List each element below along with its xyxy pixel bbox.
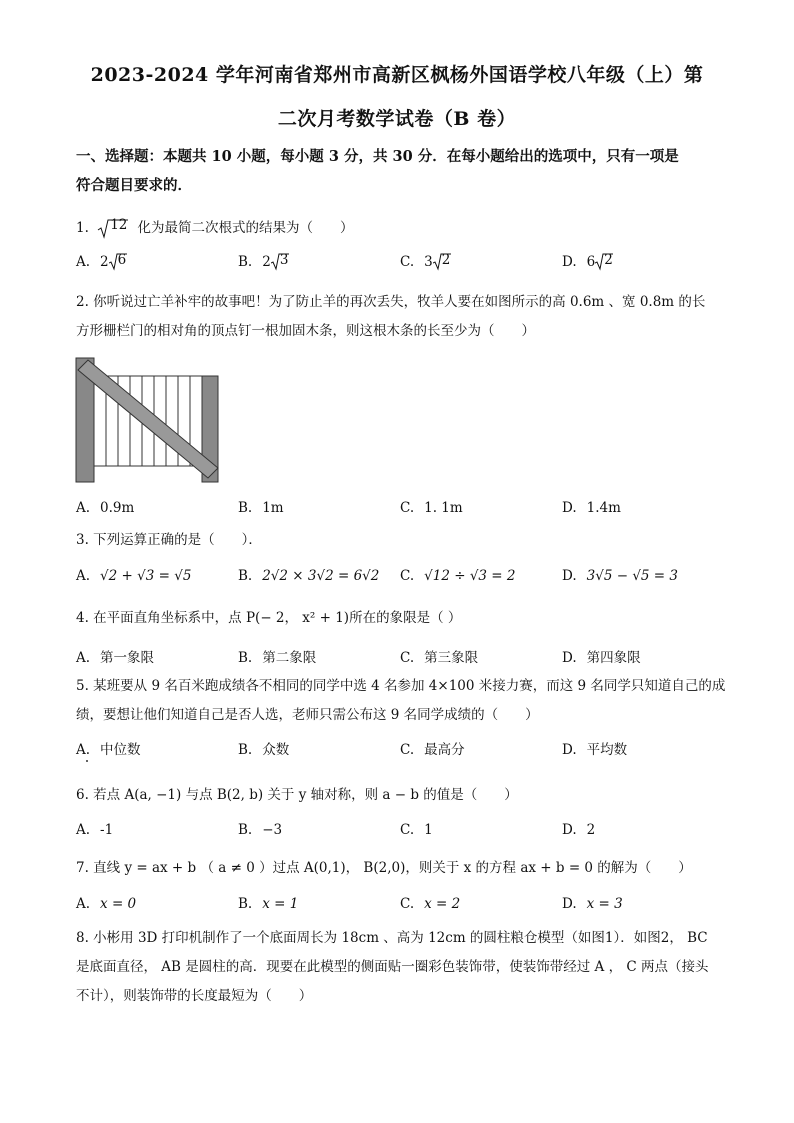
section-heading <box>76 142 726 200</box>
question-3-option-d[interactable]: D. 3√5 − √5 = 3 <box>562 568 678 584</box>
question-5-option-c[interactable]: C. 最高分 <box>400 742 465 758</box>
question-3-option-b[interactable]: B. 2√2 × 3√2 = 6√2 <box>238 568 380 584</box>
question-7-option-b[interactable]: B. x = 1 <box>238 896 299 912</box>
question-5-options <box>76 738 726 762</box>
question-1-text: 化为最简二次根式的结果为（ ） <box>137 220 354 236</box>
question-1-option-b[interactable]: B. 2 3 <box>238 252 289 270</box>
exam-title-line-1: 2023-2024 学年河南省郑州市高新区枫杨外国语学校八年级（上）第 <box>90 64 704 86</box>
question-6-option-c[interactable]: C. 1 <box>400 822 433 838</box>
question-8-line-3: 不计），则装饰带的长度最短为（ ） <box>76 988 313 1004</box>
question-8 <box>76 924 726 1011</box>
question-2-option-b[interactable]: B. 1m <box>238 500 284 516</box>
question-6-option-b[interactable]: B. −3 <box>238 822 283 838</box>
question-2-option-a[interactable]: A. 0.9m <box>76 500 135 516</box>
question-3-option-a[interactable]: A. √2 + √3 = √5 <box>76 568 192 584</box>
question-1 <box>76 214 726 243</box>
question-2-option-c[interactable]: C. 1. 1m <box>400 500 463 516</box>
stray-dot <box>86 760 88 762</box>
question-2-options <box>76 500 726 524</box>
question-6: 6. 若点 A(a, −1) 与点 B(2, b) 关于 y 轴对称，则 a − b 的值是（ ） <box>76 787 518 803</box>
question-7-option-c[interactable]: C. x = 2 <box>400 896 461 912</box>
question-4: 4. 在平面直角坐标系中，点 P(− 2， x² + 1)所在的象限是（ ） <box>76 610 462 626</box>
question-4-option-c[interactable]: C. 第三象限 <box>400 650 479 666</box>
question-4-option-b[interactable]: B. 第二象限 <box>238 650 317 666</box>
question-4-option-a[interactable]: A. 第一象限 <box>76 650 155 666</box>
question-2-line-1: 2. 你听说过亡羊补牢的故事吧！为了防止羊的再次丢失，牧羊人要在如图所示的高 0.6m 、宽 0.8m 的长 <box>76 294 706 310</box>
question-1-options <box>76 254 726 278</box>
question-5-line-1: 5. 某班要从 9 名百米跑成绩各不相同的同学中选 4 名参加 4×100 米接力赛，而这 9 名同学只知道自己的成 <box>76 678 726 694</box>
question-5-line-2: 绩，要想让他们知道自己是否人选，老师只需公布这 9 名同学成绩的（ ） <box>76 707 539 723</box>
question-8-line-1: 8. 小彬用 3D 打印机制作了一个底面周长为 18cm 、高为 12cm 的圆柱粮仓模型（如图1）．如图2， BC <box>76 930 708 946</box>
question-7-options <box>76 896 726 920</box>
question-6-option-a[interactable]: A. -1 <box>76 822 114 838</box>
question-2-line-2: 方形栅栏门的相对角的顶点钉一根加固木条，则这根木条的长至少为（ ） <box>76 323 535 339</box>
question-1-radicand: 12 <box>110 217 128 233</box>
question-1-radical <box>97 214 129 243</box>
question-1-option-d[interactable]: D. 6 2 <box>562 252 613 270</box>
question-8-line-2: 是底面直径， AB 是圆柱的高．现要在此模型的侧面贴一圈彩色装饰带，使装饰带经过 A ， C 两点（接头 <box>76 959 709 975</box>
question-4-option-d[interactable]: D. 第四象限 <box>562 650 641 666</box>
question-7: 7. 直线 y = ax + b （ a ≠ 0 ）过点 A(0,1)， B(2,0)，则关于 x 的方程 ax + b = 0 的解为（ ） <box>76 860 692 876</box>
question-6-option-d[interactable]: D. 2 <box>562 822 596 838</box>
question-5-option-d[interactable]: D. 平均数 <box>562 742 628 758</box>
question-6-options <box>76 822 726 846</box>
question-3-options <box>76 568 726 592</box>
question-7-option-a[interactable]: A. x = 0 <box>76 896 137 912</box>
fence-gate-figure <box>74 356 224 486</box>
question-3-option-c[interactable]: C. √12 ÷ √3 = 2 <box>400 568 516 584</box>
exam-title-line-2: 二次月考数学试卷（B 卷） <box>277 108 517 130</box>
question-1-option-a[interactable]: A. 2 6 <box>76 252 127 270</box>
question-1-number: 1. <box>76 220 89 236</box>
question-1-option-c[interactable]: C. 3 2 <box>400 252 451 270</box>
question-2-option-d[interactable]: D. 1.4m <box>562 500 621 516</box>
question-4-options <box>76 646 726 670</box>
section-heading-line-2: 符合题目要求的． <box>76 177 192 194</box>
question-3: 3. 下列运算正确的是（ ）． <box>76 532 262 548</box>
question-7-option-d[interactable]: D. x = 3 <box>562 896 623 912</box>
fence-diagonal-brace <box>78 360 218 478</box>
question-2 <box>76 288 726 346</box>
question-5-option-a[interactable]: A. 中位数 <box>76 742 141 758</box>
question-5 <box>76 672 726 730</box>
section-heading-line-1: 一、选择题：本题共 10 小题，每小题 3 分，共 30 分．在每小题给出的选项中，只有一项是 <box>76 148 679 165</box>
question-5-option-b[interactable]: B. 众数 <box>238 742 290 758</box>
